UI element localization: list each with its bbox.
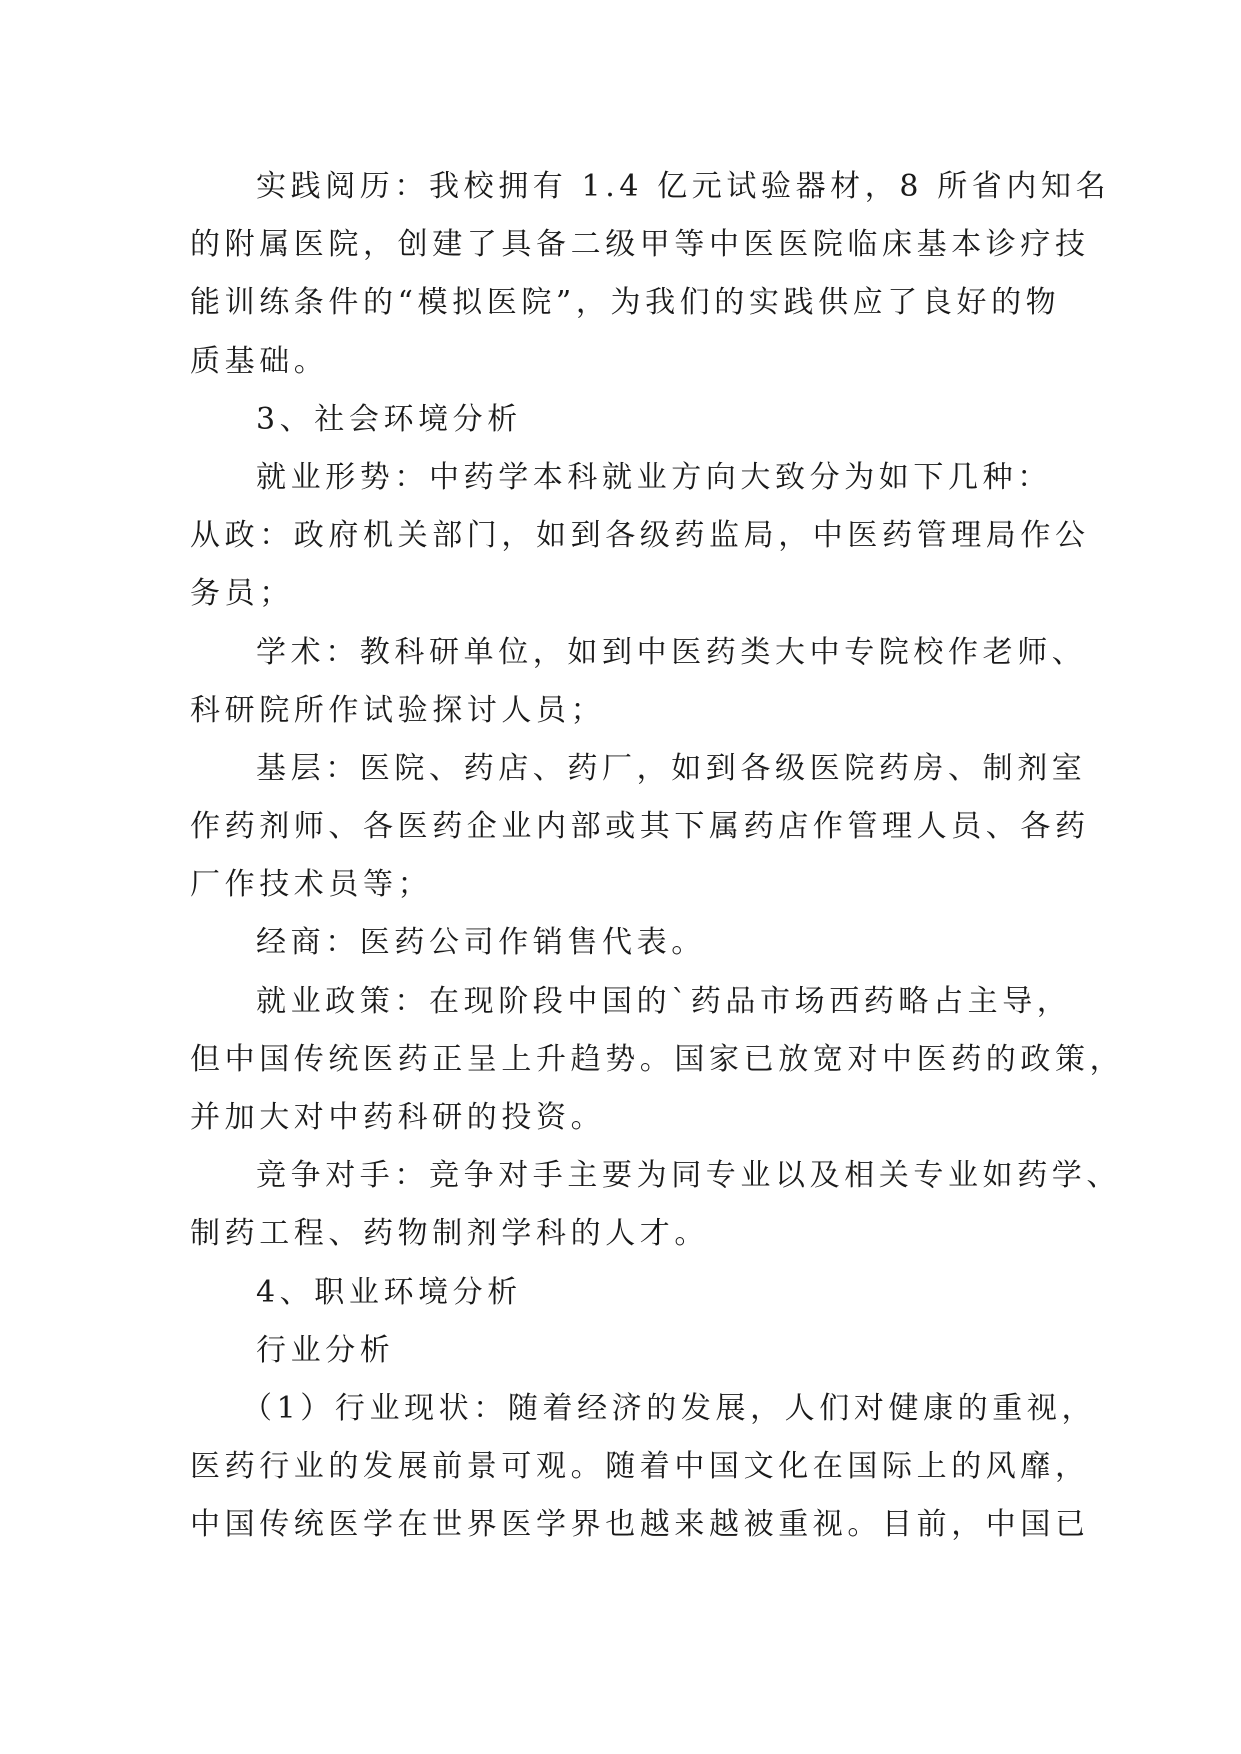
text-line: 并加大对中药科研的投资。 xyxy=(190,1100,606,1135)
text-line: 中国传统医学在世界医学界也越来越被重视。目前，中国已 xyxy=(190,1507,1090,1543)
text-line: 实践阅历：我校拥有 1.4 亿元试验器材，8 所省内知名 xyxy=(256,169,1111,204)
text-line: 务员； xyxy=(190,576,294,612)
text-line: 经商：医药公司作销售代表。 xyxy=(256,925,706,961)
text-line: 就业形势：中药学本科就业方向大致分为如下几种： xyxy=(256,459,1052,495)
text-line: 学术：教科研单位，如到中医药类大中专院校作老师、 xyxy=(256,634,1087,670)
text-line: 就业政策：在现阶段中国的`药品市场西药略占主导， xyxy=(256,983,1072,1019)
text-line: 医药行业的发展前景可观。随着中国文化在国际上的风靡， xyxy=(190,1449,1090,1485)
text-line: 的附属医院，创建了具备二级甲等中医医院临床基本诊疗技 xyxy=(190,227,1090,263)
text-line: 但中国传统医药正呈上升趋势。国家已放宽对中医药的政策， xyxy=(190,1041,1125,1077)
text-line: （1）行业现状：随着经济的发展，人们对健康的重视， xyxy=(242,1390,1097,1426)
subsection-heading: 行业分析 xyxy=(256,1332,395,1368)
document-body xyxy=(190,158,1125,1555)
section-heading: 3、社会环境分析 xyxy=(256,401,522,437)
text-line: 厂作技术员等； xyxy=(190,867,433,903)
text-line: 能训练条件的“模拟医院”，为我们的实践供应了良好的物 xyxy=(190,285,1061,321)
section-heading: 4、职业环境分析 xyxy=(256,1274,522,1310)
text-line: 从政：政府机关部门，如到各级药监局，中医药管理局作公 xyxy=(190,518,1090,554)
text-line: 质基础。 xyxy=(190,343,329,379)
text-line: 作药剂师、各医药企业内部或其下属药店作管理人员、各药 xyxy=(190,809,1090,845)
text-line: 制药工程、药物制剂学科的人才。 xyxy=(190,1216,709,1252)
text-line: 基层：医院、药店、药厂，如到各级医院药房、制剂室 xyxy=(256,750,1087,786)
text-line: 竞争对手：竞争对手主要为同专业以及相关专业如药学、 xyxy=(256,1158,1121,1194)
text-line: 科研院所作试验探讨人员； xyxy=(190,692,606,728)
